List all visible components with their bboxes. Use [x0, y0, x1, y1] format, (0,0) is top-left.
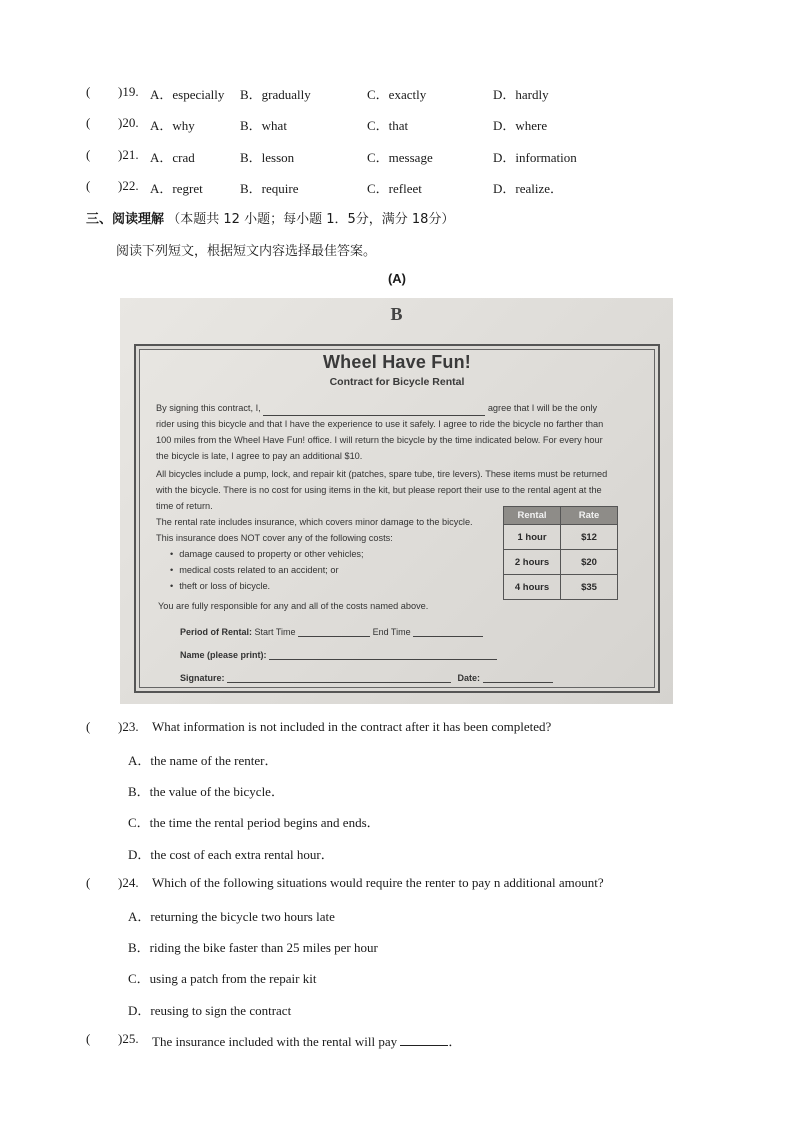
p2-line-2: with the bicycle. There is no cost for using items in the kit, but please report their use to the rental agent at the	[156, 485, 602, 495]
question-number: )24.	[118, 875, 139, 890]
option-b: B．gradually	[240, 87, 311, 102]
p1-agree: agree that I will be the only	[487, 403, 598, 413]
rate-table	[503, 506, 618, 600]
name-label: Name (please print):	[180, 650, 267, 660]
section-note: （本题共 12 小题；每小题 1．5分，满分 18分）	[167, 212, 455, 227]
photo-corner-letter: B	[390, 304, 403, 324]
question-stem: The insurance included with the rental will pay	[152, 1034, 398, 1049]
choice-b: B．riding the bike faster than 25 miles per hour	[128, 940, 378, 955]
rental-rate: $35	[561, 575, 618, 600]
rental-rate: $20	[561, 550, 618, 575]
name-row	[180, 649, 497, 660]
option-b: B．require	[240, 181, 299, 196]
period-label: Period of Rental:	[180, 627, 253, 637]
option-c: C．exactly	[367, 87, 427, 102]
option-d: D．where	[493, 118, 548, 133]
contract-paragraph-3	[156, 514, 496, 546]
contract-box	[134, 344, 660, 693]
p3-line-2: This insurance does NOT cover any of the following costs:	[156, 533, 393, 543]
period-of-rental-row	[180, 626, 483, 637]
question-number: )22.	[118, 178, 139, 193]
question-number: )21.	[118, 147, 139, 162]
end-time-label: End Time	[372, 627, 411, 637]
p2-line-1: All bicycles include a pump, lock, and repair kit (patches, spare tube, tire levers). These items must be returned	[156, 469, 608, 479]
option-c: C．that	[367, 118, 409, 133]
date-label: Date:	[457, 673, 481, 683]
option-b: B．what	[240, 118, 287, 133]
option-d: D．information	[493, 150, 577, 165]
p1-line-3: 100 miles from the Wheel Have Fun! office. I will return the bicycle by the time indicated below. For every hour	[156, 435, 603, 445]
section-header	[86, 208, 454, 227]
signature-label: Signature:	[180, 673, 225, 683]
answer-blank	[400, 1033, 448, 1046]
option-a: A．especially	[150, 87, 225, 102]
contract-title: Wheel Have Fun!	[322, 352, 472, 372]
contract-paragraph-4: You are fully responsible for any and all of the costs named above.	[158, 601, 429, 611]
question-stem: Which of the following situations would require the renter to pay n additional amount?	[152, 875, 604, 890]
option-a: A．why	[150, 118, 195, 133]
answer-paren: (	[86, 1031, 91, 1046]
table-row	[504, 575, 618, 600]
option-a: A．crad	[150, 150, 195, 165]
date-blank	[483, 672, 553, 683]
stem-end: ．	[448, 1034, 462, 1049]
p3-line-1: The rental rate includes insurance, which covers minor damage to the bicycle.	[156, 517, 473, 527]
p1-start: By signing this contract, I,	[156, 403, 261, 413]
question-stem: What information is not included in the contract after it has been completed?	[152, 719, 552, 734]
contract-paragraph-1	[156, 400, 646, 464]
p1-line-4: the bicycle is late, I agree to pay an additional $10.	[156, 451, 363, 461]
rental-rate: $12	[561, 525, 618, 550]
section-instruction: 阅读下列短文，根据短文内容选择最佳答案。	[116, 244, 377, 259]
table-row	[504, 525, 618, 550]
choice-c: C．using a patch from the repair kit	[128, 971, 317, 986]
choice-c: C．the time the rental period begins and ends．	[128, 815, 380, 830]
option-d: D．realize．	[493, 181, 564, 196]
choice-a: A．the name of the renter．	[128, 753, 278, 768]
rental-duration: 4 hours	[504, 575, 561, 600]
question-number: )25.	[118, 1031, 139, 1046]
exclusion-item: • medical costs related to an accident; or	[170, 562, 364, 578]
section-heading: 三、阅读理解	[86, 212, 165, 227]
choice-d: D．the cost of each extra rental hour．	[128, 847, 334, 862]
renter-name-blank	[263, 405, 485, 416]
rental-duration: 1 hour	[504, 525, 561, 550]
rental-duration: 2 hours	[504, 550, 561, 575]
answer-paren: (	[86, 719, 91, 734]
exclusion-item: • theft or loss of bicycle.	[170, 578, 364, 594]
signature-row	[180, 672, 553, 683]
start-time-blank	[298, 626, 370, 637]
option-a: A．regret	[150, 181, 203, 196]
name-blank	[269, 649, 497, 660]
table-row	[504, 550, 618, 575]
answer-paren: (	[86, 147, 91, 162]
choice-b: B．the value of the bicycle．	[128, 784, 284, 799]
exclusions-list	[170, 546, 364, 594]
exclusion-item: • damage caused to property or other vehicles;	[170, 546, 364, 562]
question-number: )20.	[118, 115, 139, 130]
question-stem-line	[152, 1031, 461, 1050]
contract-photo	[120, 298, 673, 704]
option-c: C．refleet	[367, 181, 422, 196]
answer-paren: (	[86, 875, 91, 890]
start-time-label: Start Time	[254, 627, 296, 637]
passage-label: (A)	[387, 271, 407, 286]
option-c: C．message	[367, 150, 433, 165]
rate-header-rate: Rate	[561, 507, 618, 525]
rate-header-rental: Rental	[504, 507, 561, 525]
option-d: D．hardly	[493, 87, 549, 102]
answer-paren: (	[86, 84, 91, 99]
option-b: B．lesson	[240, 150, 295, 165]
end-time-blank	[413, 626, 483, 637]
choice-d: D．reusing to sign the contract	[128, 1003, 292, 1018]
answer-paren: (	[86, 115, 91, 130]
signature-blank	[227, 672, 451, 683]
choice-a: A．returning the bicycle two hours late	[128, 909, 335, 924]
question-number: )19.	[118, 84, 139, 99]
contract-subtitle: Contract for Bicycle Rental	[329, 376, 465, 388]
p2-line-3: time of return.	[156, 501, 213, 511]
p1-line-2: rider using this bicycle and that I have the experience to use it safely. I agree to ride the bicycle no farther than	[156, 419, 604, 429]
question-number: )23.	[118, 719, 139, 734]
answer-paren: (	[86, 178, 91, 193]
